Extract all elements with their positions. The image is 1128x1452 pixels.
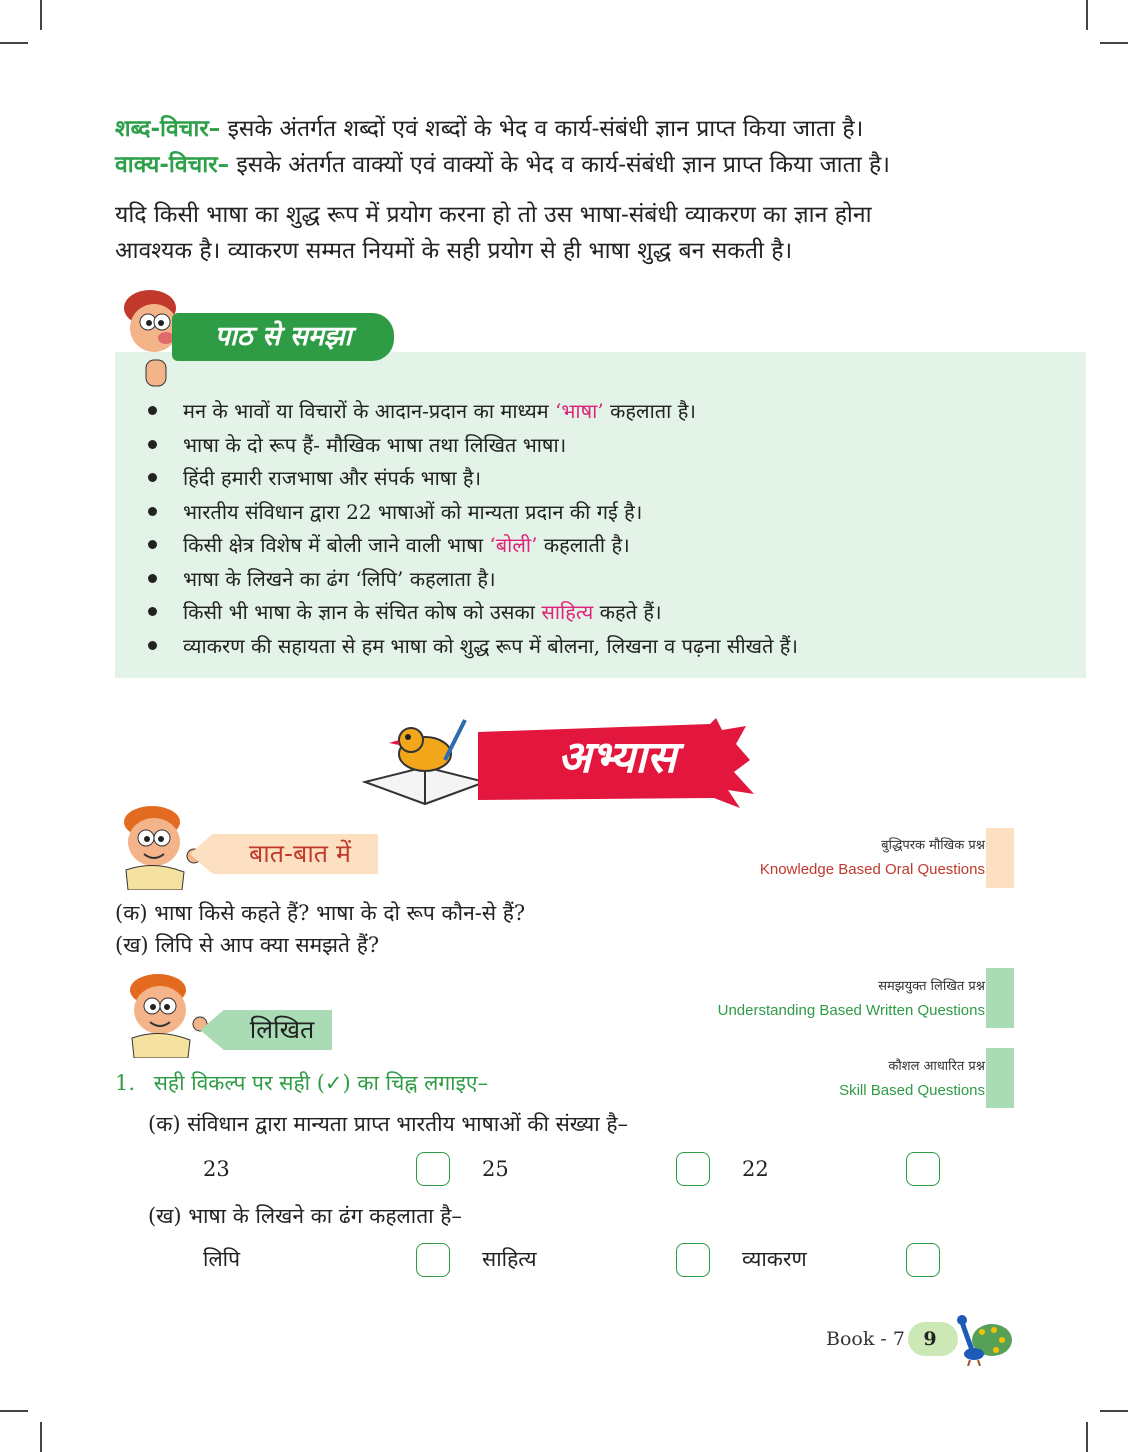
bullet-text: कहते हैं। [593,600,662,624]
oral-label-en: Knowledge Based Oral Questions [759,861,985,878]
summary-heading: पाठ से समझा [172,313,394,361]
summary-bullet-3 [148,465,481,491]
vakya-vichar-text: इसके अंतर्गत वाक्यों एवं वाक्यों के भेद व कार्य-संबंधी ज्ञान प्राप्त किया जाता है। [236,152,890,178]
bullet-text: किसी क्षेत्र विशेष में बोली जाने वाली भाषा [183,533,490,557]
option-b-3-checkbox[interactable] [906,1243,940,1277]
bullet-text: भाषा के दो रूप हैं- मौखिक भाषा तथा लिखित भाषा। [183,433,567,457]
bullet-dot [148,641,157,650]
bullet-text: भाषा के लिखने का ढंग ‘लिपि’ कहलाता है। [183,567,496,591]
bullet-dot [148,440,157,449]
crop-mark [1100,1410,1128,1412]
oral-question-2: (ख) लिपि से आप क्या समझते हैं? [115,933,380,957]
crop-mark [1100,42,1128,44]
peacock-icon [952,1310,1014,1366]
bullet-text: हिंदी हमारी राजभाषा और संपर्क भाषा है। [183,466,482,490]
written-side-bar [986,968,1014,1028]
summary-bullet-7 [148,599,662,625]
bullet-dot [148,540,157,549]
para-line-1: यदि किसी भाषा का शुद्ध रूप में प्रयोग करना हो तो उस भाषा-संबंधी व्याकरण का ज्ञान होना [115,202,872,228]
written-heading: लिखित [249,1015,315,1044]
option-a-1: 23 [203,1157,230,1181]
question-1-number: 1. [115,1071,136,1095]
bullet-text: व्याकरण की सहायता से हम भाषा को शुद्ध रूप में बोलना, लिखना व पढ़ना सीखते हैं। [183,634,798,658]
summary-bullet-1 [148,398,696,424]
footer-book-label: Book - 7 [826,1328,905,1350]
summary-bullet-2 [148,432,566,458]
question-a-text: (क) संविधान द्वारा मान्यता प्राप्त भारतीय भाषाओं की संख्या है– [148,1112,628,1136]
skill-label-en: Skill Based Questions [839,1082,985,1099]
para-line-2: आवश्यक है। व्याकरण सम्मत नियमों के सही प्रयोग से ही भाषा शुद्ध बन सकती है। [115,238,793,264]
written-label-hi: समझयुक्त लिखित प्रश्न [878,979,985,994]
bullet-text: कहलाता है। [603,399,696,423]
boy-waving-icon [118,968,218,1058]
bullet-highlight: ‘भाषा’ [555,399,604,423]
option-a-3: 22 [742,1157,769,1181]
crop-mark [40,0,42,30]
crop-mark [1086,1422,1088,1452]
option-b-1: लिपि [203,1247,241,1271]
bullet-highlight: ‘बोली’ [489,533,538,557]
crop-mark [1086,0,1088,30]
bullet-dot [148,574,157,583]
oral-label-hi: बुद्धिपरक मौखिक प्रश्न [881,838,985,853]
bullet-text: किसी भी भाषा के ज्ञान के संचित कोष को उसका [183,600,542,624]
oral-label [760,834,985,882]
bird-reading-icon [355,712,495,812]
bullet-text: मन के भावों या विचारों के आदान-प्रदान का माध्यम [183,399,555,423]
skill-side-bar [986,1048,1014,1108]
question-1-text: सही विकल्प पर सही (✓) का चिह्न लगाइए– [153,1071,489,1095]
crop-mark [0,42,28,44]
shabd-vichar-line [115,114,863,144]
skill-label [839,1055,985,1103]
bullet-text: कहलाती है। [537,533,630,557]
bullet-dot [148,473,157,482]
abhyas-title: अभ्यास [557,732,677,783]
shabd-vichar-term: शब्द-विचार– [115,116,221,142]
option-b-1-checkbox[interactable] [416,1243,450,1277]
option-b-2-checkbox[interactable] [676,1243,710,1277]
page-number: 9 [923,1328,937,1350]
summary-bullet-8 [148,633,798,659]
boy-waving-icon [112,800,212,890]
vakya-vichar-term: वाक्य-विचार– [115,152,230,178]
oral-question-1: (क) भाषा किसे कहते हैं? भाषा के दो रूप कौन-से हैं? [115,901,526,925]
written-label [718,975,985,1023]
bullet-text: भारतीय संविधान द्वारा 22 भाषाओं को मान्यता प्रदान की गई है। [183,500,643,524]
vakya-vichar-line [115,150,890,180]
option-a-3-checkbox[interactable] [906,1152,940,1186]
question-1-line [115,1069,488,1097]
bullet-dot [148,607,157,616]
bullet-dot [148,406,157,415]
option-b-3: व्याकरण [742,1247,807,1271]
crop-mark [40,1422,42,1452]
summary-bullet-4 [148,499,642,525]
option-b-2: साहित्य [482,1247,537,1271]
skill-label-hi: कौशल आधारित प्रश्न [888,1059,985,1074]
summary-bullet-5 [148,532,630,558]
shabd-vichar-text: इसके अंतर्गत शब्दों एवं शब्दों के भेद व कार्य-संबंधी ज्ञान प्राप्त किया जाता है। [227,116,864,142]
summary-bullet-6 [148,566,496,592]
oral-side-bar [986,828,1014,888]
option-a-1-checkbox[interactable] [416,1152,450,1186]
crop-mark [0,1410,28,1412]
option-a-2-checkbox[interactable] [676,1152,710,1186]
oral-heading: बात-बात में [249,839,351,868]
question-b-text: (ख) भाषा के लिखने का ढंग कहलाता है– [148,1204,462,1228]
bullet-dot [148,507,157,516]
option-a-2: 25 [482,1157,509,1181]
bullet-highlight: साहित्य [541,600,594,624]
written-label-en: Understanding Based Written Questions [717,1002,985,1019]
